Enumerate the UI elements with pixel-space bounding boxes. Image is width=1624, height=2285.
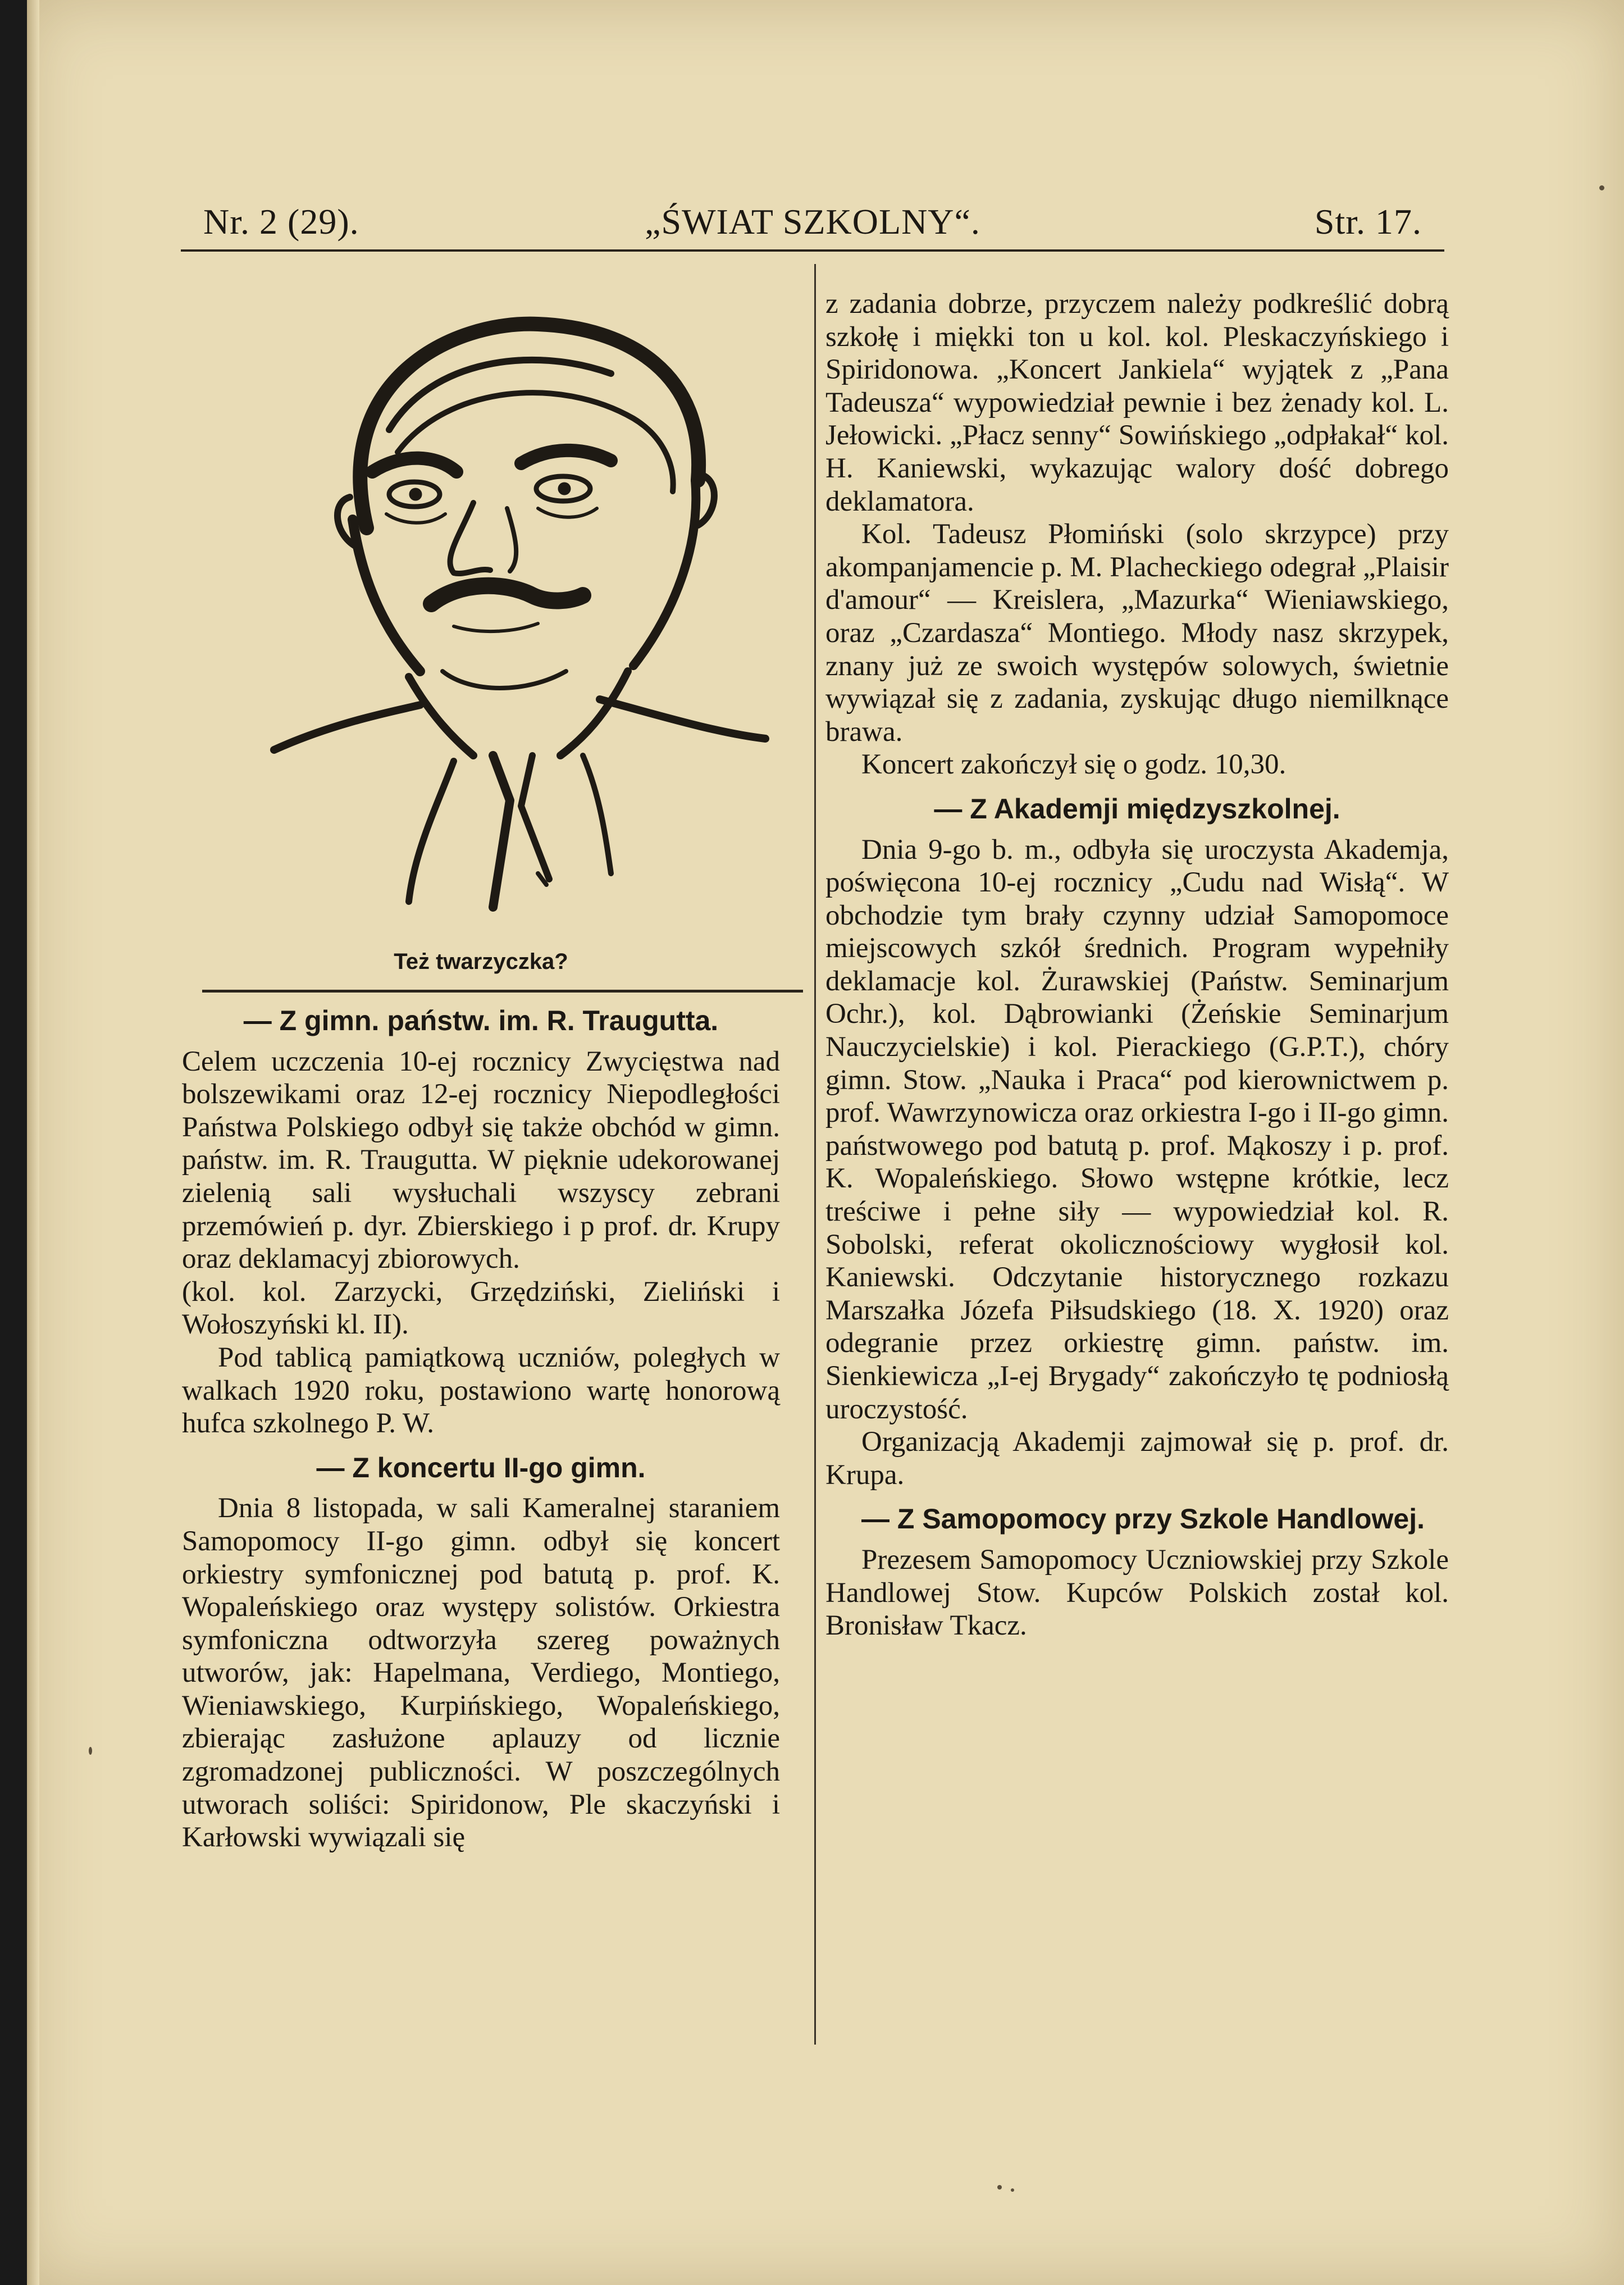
paragraph: Pod tablicą pamiątkową uczniów, poległych w walkach 1920 roku, postawiono wartę honorową hufca szkolnego P. W.	[182, 1341, 780, 1440]
issue-number: Nr. 2 (29).	[203, 202, 359, 242]
heading-traugutt: — Z gimn. państw. im. R. Traugutta.	[243, 1005, 719, 1036]
left-column	[182, 1004, 780, 1854]
heading-koncert: — Z koncertu II-go gimn.	[316, 1451, 646, 1483]
caption-rule	[202, 990, 803, 993]
paragraph: Kol. Tadeusz Płomiński (solo skrzypce) przy akompanjamencie p. M. Placheckiego odegrał „Plaisir d'amour“ — Kreislera, „Mazurka“ Wieniawskiego, oraz „Czardasza“ Montiego. Młody nasz skrzypek, znany już ze swoich występów solowych, świetnie wywiązał się z zadania, zyskując długo niemilknące brawa.	[825, 518, 1449, 748]
paragraph: Prezesem Samopomocy Uczniowskiej przy Szkole Handlowej Stow. Kupców Polskich został kol. Bronisław Tkacz.	[825, 1544, 1449, 1642]
page-number: Str. 17.	[1314, 202, 1422, 242]
paragraph: Organizacją Akademji zajmował się p. prof. dr. Krupa.	[825, 1426, 1449, 1491]
paper-speck	[1599, 185, 1604, 190]
paper-speck	[997, 2185, 1002, 2190]
publication-title: „ŚWIAT SZKOLNY“.	[645, 202, 980, 242]
paper-speck	[89, 1747, 92, 1755]
heading-akademja: — Z Akademji międzyszkolnej.	[934, 793, 1340, 825]
newspaper-page	[27, 0, 1624, 2285]
column-divider	[814, 264, 816, 2045]
caricature-illustration	[268, 312, 774, 913]
page-fold-shadow	[27, 0, 39, 2285]
illustration-caption: Też twarzyczka?	[394, 949, 568, 974]
paragraph: (kol. kol. Zarzycki, Grzędziński, Zieliński i Wołoszyński kl. II).	[182, 1276, 780, 1341]
page-header	[181, 198, 1444, 252]
paragraph: Dnia 9-go b. m., odbyła się uroczysta Akademja, poświęcona 10-ej rocznicy „Cudu nad Wisłą“. W obchodzie tym brały czynny udział Samopomoce miejscowych szkół średnich. Program wypełniły deklamacje kol. Żurawskiej (Państw. Seminarjum Ochr.), kol. Dąbrowianki (Żeńskie Seminarjum Nauczycielskie) i kol. Pierackiego (G.P.T.), chóry gimn. Stow. „Nauka i Praca“ pod kierownictwem p. prof. Wawrzynowicza oraz orkiestra I-go i II-go gimn. państwowego pod batutą p. prof. Mąkoszy i p. prof. K. Wopaleńskiego. Słowo wstępne krótkie, lecz treściwe i pełne siły — wypowiedział kol. R. Sobolski, referat okolicznościowy wygłosił kol. Kaniewski. Odczytanie historycznego rozkazu Marszałka Józefa Piłsudskiego (18. X. 1920) oraz odegranie przez orkiestrę gimn. państw. im. Sienkiewicza „I-ej Brygady“ zakończyło tę podniosłą uroczystość.	[825, 834, 1449, 1425]
paragraph: Dnia 8 listopada, w sali Kameralnej staraniem Samopomocy II-go gimn. odbył się koncert orkiestry symfonicznej pod batutą p. prof. K. Wopaleńskiego oraz występy solistów. Orkiestra symfoniczna odtworzyła szereg poważnych utworów, jak: Hapelmana, Verdiego, Montiego, Wieniawskiego, Kurpińskiego, Wopaleńskiego, zbierając zasłużone aplauzy od licznie zgromadzonej publiczności. W poszczególnych utworach soliści: Spiridonow, Ple skaczyński i Karłowski wywiązali się	[182, 1492, 780, 1854]
heading-samopomoc: — Z Samopomocy przy Szkole Handlowej.	[861, 1503, 1425, 1535]
paper-speck	[1011, 2188, 1014, 2192]
paragraph: Celem uczczenia 10-ej rocznicy Zwycięstwa nad bolszewikami oraz 12-ej rocznicy Niepodległości Państwa Polskiego odbył się także obchód w gimn. państw. im. R. Traugutta. W pięknie udekorowanej zielenią sali wysłuchali wszyscy zebrani przemówień p. dyr. Zbierskiego i p prof. dr. Krupy oraz deklamacyj zbiorowych.	[182, 1045, 780, 1275]
paragraph: z zadania dobrze, przyczem należy podkreślić dobrą szkołę i miękki ton u kol. kol. Pleskaczyńskiego i Spiridonowa. „Koncert Jankiela“ wyjątek z „Pana Tadeusza“ wypowiedział pewnie i bez żenady kol. L. Jełowicki. „Płacz senny“ Sowińskiego „odpłakał“ kol. H. Kaniewski, wykazując walory dość dobrego deklamatora.	[825, 288, 1449, 517]
right-column	[825, 288, 1449, 1642]
paragraph: Koncert zakończył się o godz. 10,30.	[861, 749, 1287, 781]
